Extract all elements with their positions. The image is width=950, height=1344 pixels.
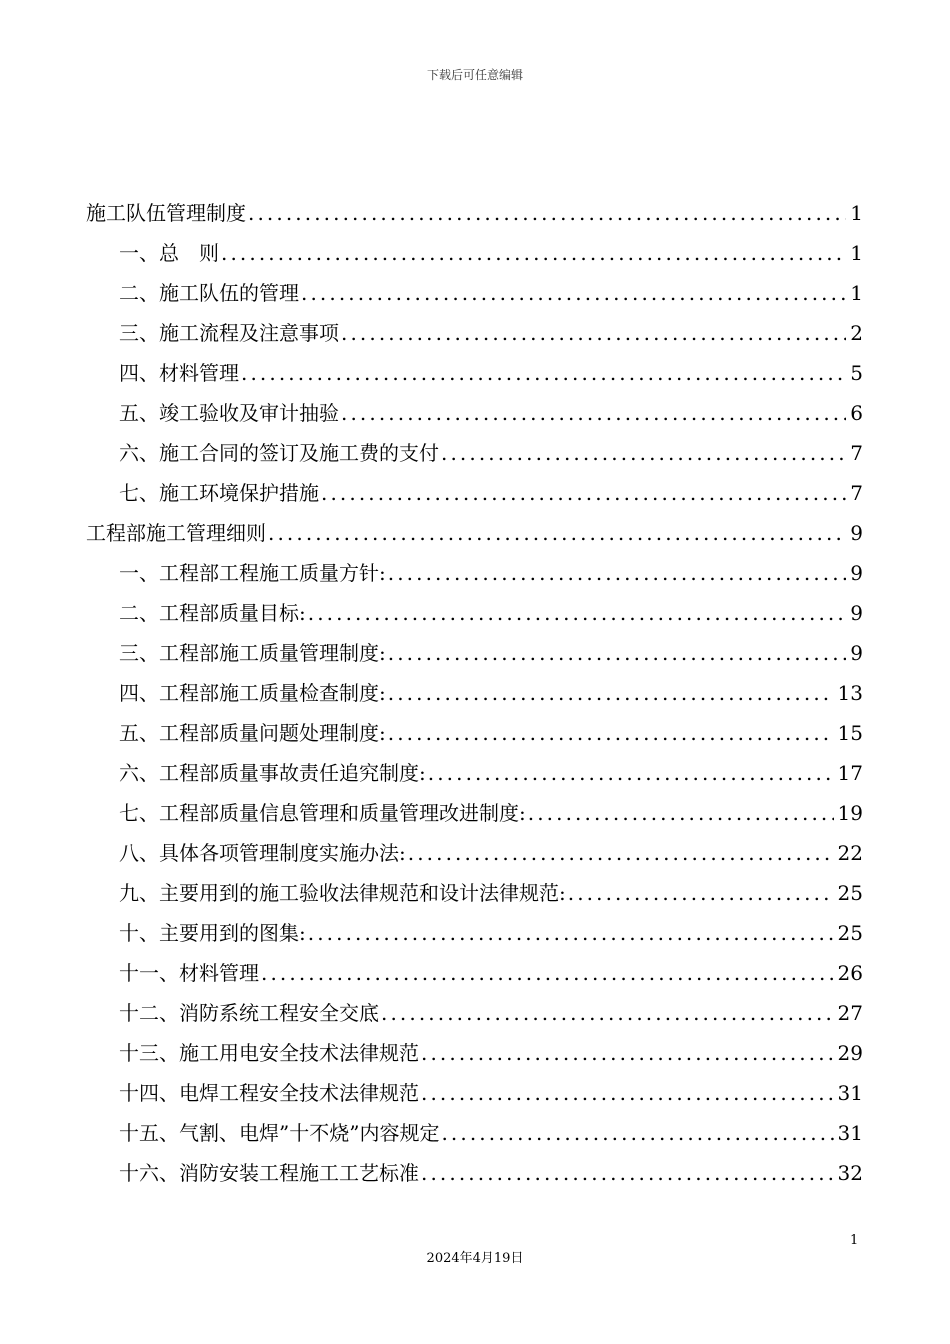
toc-entry[interactable] [86, 473, 863, 513]
toc-entry-page: 6 [850, 401, 863, 425]
toc-entry-page: 5 [850, 361, 863, 385]
toc-leader-dots [241, 353, 846, 393]
toc-leader-dots [308, 913, 834, 953]
toc-leader-dots [388, 713, 834, 753]
toc-entry[interactable] [86, 833, 863, 873]
toc-leader-dots [408, 833, 834, 873]
toc-entry-page: 25 [837, 881, 863, 905]
toc-entry-title: 十二、消防系统工程安全交底 [119, 1001, 379, 1025]
toc-entry-page: 1 [850, 281, 863, 305]
toc-entry-title: 二、施工队伍的管理 [119, 281, 299, 305]
toc-entry-page: 15 [837, 721, 863, 745]
toc-entry-title: 三、施工流程及注意事项 [119, 321, 339, 345]
toc-leader-dots [428, 753, 834, 793]
toc-entry-page: 32 [837, 1161, 863, 1185]
toc-entry[interactable] [86, 1073, 863, 1113]
toc-leader-dots [301, 273, 846, 313]
toc-entry-title: 施工队伍管理制度 [86, 201, 246, 225]
toc-entry[interactable] [86, 873, 863, 913]
toc-entry-page: 9 [850, 641, 863, 665]
toc-entry[interactable] [86, 713, 863, 753]
page-number: 1 [850, 1233, 859, 1248]
toc-entry-page: 9 [850, 561, 863, 585]
toc-leader-dots [528, 793, 834, 833]
toc-leader-dots [441, 1113, 833, 1153]
toc-entry-title: 九、主要用到的施工验收法律规范和设计法律规范: [119, 881, 566, 905]
toc-entry-title: 工程部施工管理细则 [86, 521, 266, 545]
toc-entry-title: 四、材料管理 [119, 361, 239, 385]
toc-entry[interactable] [86, 393, 863, 433]
toc-entry[interactable] [86, 1033, 863, 1073]
toc-leader-dots [421, 1073, 834, 1113]
toc-leader-dots [261, 953, 834, 993]
toc-leader-dots [421, 1033, 834, 1073]
toc-entry-page: 7 [850, 481, 863, 505]
toc-entry-page: 7 [850, 441, 863, 465]
toc-leader-dots [321, 473, 846, 513]
toc-entry-page: 26 [837, 961, 863, 985]
toc-entry[interactable] [86, 553, 863, 593]
toc-entry-title: 六、工程部质量事故责任追究制度: [119, 761, 426, 785]
toc-entry-page: 25 [837, 921, 863, 945]
toc-entry[interactable] [86, 193, 863, 233]
toc-entry[interactable] [86, 313, 863, 353]
toc-entry-title: 四、工程部施工质量检查制度: [119, 681, 386, 705]
toc-entry[interactable] [86, 593, 863, 633]
toc-entry[interactable] [86, 433, 863, 473]
toc-entry[interactable] [86, 953, 863, 993]
toc-entry-title: 十六、消防安装工程施工工艺标准 [119, 1161, 419, 1185]
toc-entry[interactable] [86, 1113, 863, 1153]
toc-entry-page: 27 [837, 1001, 863, 1025]
toc-entry-title: 十五、气割、电焊”十不烧”内容规定 [119, 1121, 440, 1145]
page-footer-date: 2024年4月19日 [426, 1251, 524, 1266]
toc-entry-page: 9 [850, 601, 863, 625]
toc-leader-dots [568, 873, 834, 913]
toc-entry-page: 2 [850, 321, 863, 345]
toc-entry-title: 二、工程部质量目标: [119, 601, 306, 625]
toc-entry[interactable] [86, 233, 863, 273]
toc-entry-page: 31 [837, 1121, 863, 1145]
toc-entry-page: 22 [837, 841, 863, 865]
toc-leader-dots [441, 433, 846, 473]
toc-entry-title: 八、具体各项管理制度实施办法: [119, 841, 406, 865]
toc-leader-dots [388, 553, 847, 593]
toc-entry-title: 三、工程部施工质量管理制度: [119, 641, 386, 665]
toc-entry-title: 七、施工环境保护措施 [119, 481, 319, 505]
toc-leader-dots [388, 673, 834, 713]
toc-entry-page: 29 [837, 1041, 863, 1065]
toc-entry[interactable] [86, 993, 863, 1033]
toc-entry-page: 19 [837, 801, 863, 825]
toc-entry[interactable] [86, 1153, 863, 1193]
toc-entry-page: 31 [837, 1081, 863, 1105]
toc-entry[interactable] [86, 793, 863, 833]
toc-entry-title: 七、工程部质量信息管理和质量管理改进制度: [119, 801, 526, 825]
toc-entry-title: 十四、电焊工程安全技术法律规范 [119, 1081, 419, 1105]
toc-entry-title: 一、总 则 [119, 241, 219, 265]
page-header: 下载后可任意编辑 [426, 68, 523, 82]
toc-entry-title: 五、工程部质量问题处理制度: [119, 721, 386, 745]
toc-leader-dots [341, 313, 846, 353]
toc-entry[interactable] [86, 673, 863, 713]
toc-leader-dots [308, 593, 847, 633]
toc-entry[interactable] [86, 273, 863, 313]
toc-entry[interactable] [86, 353, 863, 393]
toc-leader-dots [341, 393, 846, 433]
toc-entry[interactable] [86, 513, 863, 553]
toc-leader-dots [221, 233, 846, 273]
toc-entry-page: 1 [850, 201, 863, 225]
toc-leader-dots [268, 513, 846, 553]
toc-leader-dots [421, 1153, 834, 1193]
toc-leader-dots [388, 633, 847, 673]
toc-entry-title: 十三、施工用电安全技术法律规范 [119, 1041, 419, 1065]
toc-entry[interactable] [86, 633, 863, 673]
toc-entry-title: 十、主要用到的图集: [119, 921, 306, 945]
table-of-contents [86, 193, 863, 1193]
toc-entry-title: 五、竣工验收及审计抽验 [119, 401, 339, 425]
toc-leader-dots [381, 993, 834, 1033]
toc-entry-title: 十一、材料管理 [119, 961, 259, 985]
toc-entry-page: 9 [850, 521, 863, 545]
toc-leader-dots [248, 193, 846, 233]
toc-entry[interactable] [86, 913, 863, 953]
toc-entry[interactable] [86, 753, 863, 793]
toc-entry-page: 1 [850, 241, 863, 265]
toc-entry-page: 17 [837, 761, 863, 785]
toc-entry-title: 一、工程部工程施工质量方针: [119, 561, 386, 585]
toc-entry-title: 六、施工合同的签订及施工费的支付 [119, 441, 439, 465]
toc-entry-page: 13 [837, 681, 863, 705]
